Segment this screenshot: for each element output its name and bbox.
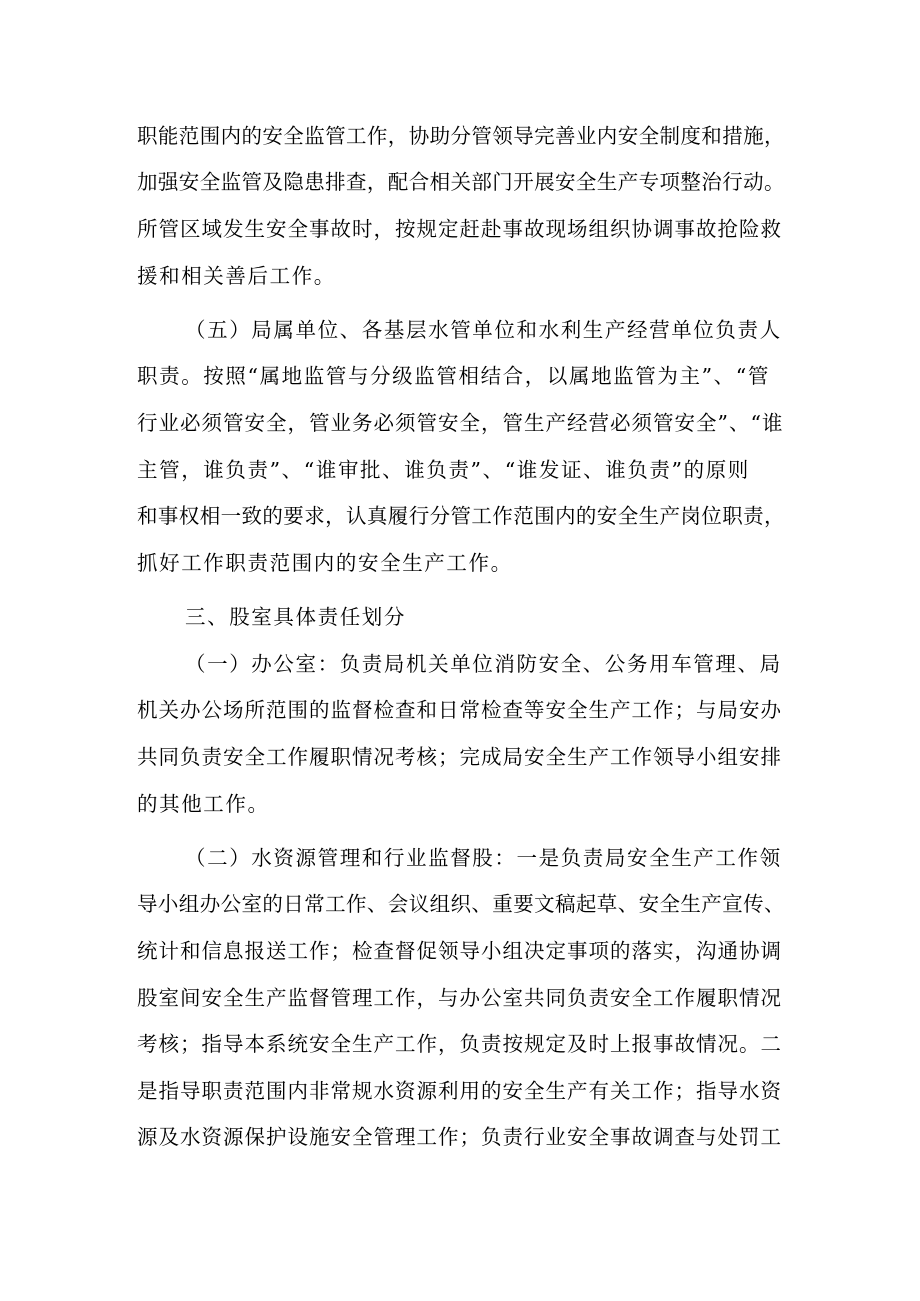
- text-line: 行业必须管安全，管业务必须管安全，管生产经营必须管安全”、“谁: [137, 411, 784, 435]
- section-heading: 三、股室具体责任划分: [185, 605, 406, 629]
- text-line: 股室间安全生产监督管理工作，与办公室共同负责安全工作履职情况: [137, 986, 782, 1010]
- text-line: 统计和信息报送工作；检查督促领导小组决定事项的落实，沟通协调: [137, 939, 782, 963]
- text-line: 考核；指导本系统安全生产工作，负责按规定及时上报事故情况。二: [137, 1032, 782, 1056]
- text-line: 导小组办公室的日常工作、会议组织、重要文稿起草、安全生产宣传、: [137, 892, 785, 916]
- text-line: 的其他工作。: [137, 792, 270, 816]
- text-line: 是指导职责范围内非常规水资源利用的安全生产有关工作；指导水资: [137, 1079, 782, 1103]
- text-line: 机关办公场所范围的监督检查和日常检查等安全生产工作；与局安办: [137, 698, 782, 722]
- text-line: 援和相关善后工作。: [137, 264, 336, 288]
- text-line: 职能范围内的安全监管工作，协助分管领导完善业内安全制度和措施，: [137, 124, 785, 148]
- text-line: 和事权相一致的要求，认真履行分管工作范围内的安全生产岗位职责，: [137, 504, 785, 528]
- text-line: 加强安全监管及隐患排查，配合相关部门开展安全生产专项整治行动。: [137, 170, 785, 194]
- text-line: （二）水资源管理和行业监督股：一是负责局安全生产工作领: [185, 846, 782, 870]
- text-line: 抓好工作职责范围内的安全生产工作。: [137, 551, 513, 575]
- text-line: 源及水资源保护设施安全管理工作；负责行业安全事故调查与处罚工: [137, 1125, 782, 1149]
- text-line: 主管，谁负责”、“谁审批、谁负责”、“谁发证、谁负责”的原则: [137, 458, 750, 482]
- text-line: 共同负责安全工作履职情况考核；完成局安全生产工作领导小组安排: [137, 745, 782, 769]
- text-line: （五）局属单位、各基层水管单位和水利生产经营单位负责人: [185, 318, 782, 342]
- text-line: （一）办公室：负责局机关单位消防安全、公务用车管理、局: [185, 652, 782, 676]
- text-line: 所管区域发生安全事故时，按规定赶赴事故现场组织协调事故抢险救: [137, 217, 782, 241]
- text-line: 职责。按照“属地监管与分级监管相结合，以属地监管为主”、“管: [137, 364, 770, 388]
